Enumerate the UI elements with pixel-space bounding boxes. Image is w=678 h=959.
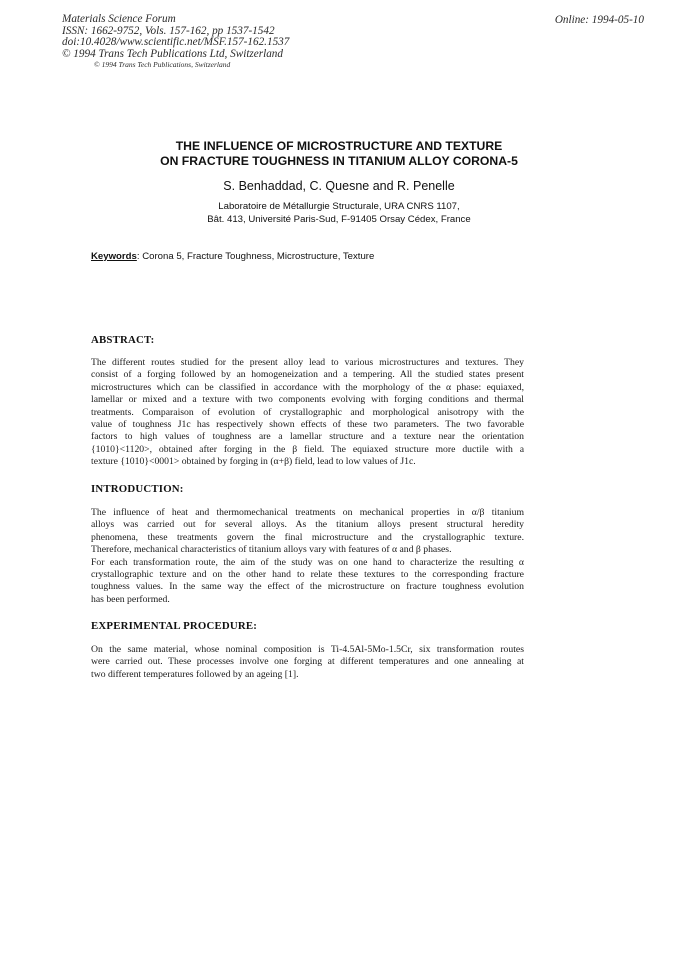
- doi-line: doi:10.4028/www.scientific.net/MSF.157-162.1537: [62, 36, 290, 49]
- abstract-line: factors to high values of toughness are a lamellar structure and a texture near the orientation: [91, 431, 524, 443]
- copyright-small-line: © 1994 Trans Tech Publications, Switzerland: [94, 60, 231, 70]
- experimental-heading-text: EXPERIMENTAL PROCEDURE: [91, 620, 254, 632]
- experimental-line: two different temperatures followed by an ageing [1].: [91, 668, 299, 680]
- journal-metadata: [62, 14, 289, 70]
- abstract-line: {1010}<1120>, obtained after forging in the β field. The equiaxed structure more ductile with a: [91, 443, 524, 455]
- issn-line: ISSN: 1662-9752, Vols. 157-162, pp 1537-1542: [62, 24, 275, 37]
- paper-title: [0, 139, 678, 169]
- abstract-heading-text: ABSTRACT: [91, 334, 151, 346]
- introduction-line: The influence of heat and thermomechanical treatments on mechanical properties in α/β titanium: [91, 507, 524, 518]
- introduction-line: crystallographic texture and on the other hand to relate these textures to the corresponding fracture: [91, 569, 524, 581]
- introduction-heading-text: INTRODUCTION: [91, 483, 180, 495]
- experimental-line: On the same material, whose nominal composition is Ti-4.5Al-5Mo-1.5Cr, six transformation routes: [91, 644, 524, 655]
- abstract-line: microstructures which can be classified in accordance with the morphology of the α phase: equiaxed,: [91, 381, 524, 393]
- affiliation-line-2: Bât. 413, Université Paris-Sud, F-91405 Orsay Cédex, France: [207, 213, 471, 225]
- introduction-heading: INTRODUCTION:: [91, 483, 184, 495]
- experimental-line: were carried out. These processes involve one forging at different temperatures and one annealing at: [91, 656, 524, 668]
- affiliation-line-1: Laboratoire de Métallurgie Structurale, URA CNRS 1107,: [218, 201, 460, 212]
- introduction-line: phenomena, these treatments govern the final microstructure and the crystallographic texture.: [91, 531, 524, 543]
- journal-name: Materials Science Forum: [62, 13, 176, 25]
- abstract-line: consist of a forging followed by an homogeneization and a tempering. All the studied states present: [91, 369, 524, 381]
- abstract-line: lamellar or mixed and a texture with two components evolving with forging conditions and thermal: [91, 394, 524, 406]
- keywords: [91, 251, 374, 262]
- experimental-heading: EXPERIMENTAL PROCEDURE:: [91, 620, 258, 632]
- introduction-line: alloys was carried out for several alloys. As the titanium alloys present structural heredity: [91, 519, 524, 531]
- keywords-text: : Corona 5, Fracture Toughness, Microstructure, Texture: [136, 251, 375, 262]
- introduction-line: Therefore, mechanical characteristics of titanium alloys vary with features of α and β phases.: [91, 544, 452, 556]
- introduction-line: has been performed.: [91, 593, 170, 605]
- introduction-line: For each transformation route, the aim of the study was on one hand to characterize the resulting α: [91, 556, 524, 568]
- abstract-heading: ABSTRACT:: [91, 334, 155, 346]
- copyright-line: © 1994 Trans Tech Publications Ltd, Switzerland: [62, 47, 283, 60]
- abstract-line: texture {1010}<0001> obtained by forging in (α+β) field, lead to low values of J1c.: [91, 456, 416, 468]
- abstract-line: treatments. Comparaison of evolution of crystallographic and morphological anisotropy with the: [91, 406, 524, 418]
- keywords-label: Keywords: [91, 251, 137, 262]
- online-date: Online: 1994-05-10: [554, 14, 644, 26]
- abstract-line: value of toughness J1c has respectively shown effects of these two parameters. The two favorable: [91, 419, 524, 431]
- title-line-1: THE INFLUENCE OF MICROSTRUCTURE AND TEXTURE: [175, 139, 503, 153]
- abstract-body: [91, 357, 524, 469]
- experimental-body: [91, 644, 524, 681]
- introduction-line: toughness values. In the same way the effect of the microstructure on fracture toughness evolution: [91, 581, 524, 593]
- affiliation: [0, 201, 678, 226]
- introduction-body: [91, 507, 524, 606]
- abstract-line: The different routes studied for the present alloy lead to various microstructures and textures. They: [91, 357, 524, 368]
- title-line-2: ON FRACTURE TOUGHNESS IN TITANIUM ALLOY CORONA-5: [160, 154, 518, 168]
- author-list: S. Benhaddad, C. Quesne and R. Penelle: [223, 179, 455, 193]
